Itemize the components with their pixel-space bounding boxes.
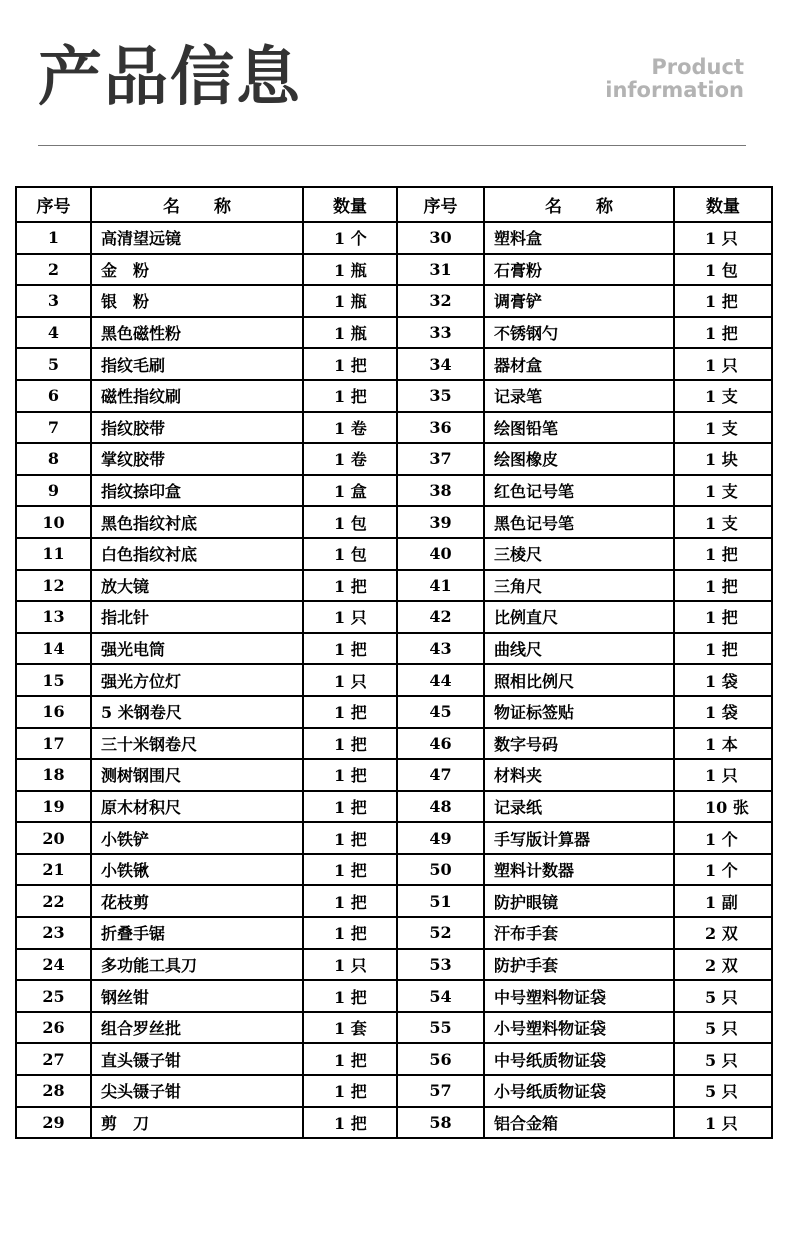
column-header-quantity: 数量	[674, 187, 772, 222]
cell-name: 小号纸质物证袋	[484, 1075, 674, 1107]
table-row	[16, 317, 772, 349]
table-row	[16, 570, 772, 602]
table-row	[16, 1043, 772, 1075]
cell-quantity: 5 只	[674, 1043, 772, 1075]
cell-quantity: 1 卷	[303, 412, 397, 444]
cell-name: 直头镊子钳	[91, 1043, 303, 1075]
cell-name: 尖头镊子钳	[91, 1075, 303, 1107]
cell-index: 39	[397, 506, 484, 538]
table-row	[16, 854, 772, 886]
cell-quantity: 1 盒	[303, 475, 397, 507]
cell-index: 33	[397, 317, 484, 349]
column-header-name: 名 称	[484, 187, 674, 222]
table-row	[16, 917, 772, 949]
cell-quantity: 5 只	[674, 1012, 772, 1044]
cell-quantity: 1 本	[674, 728, 772, 760]
cell-quantity: 2 双	[674, 949, 772, 981]
cell-quantity: 1 把	[674, 601, 772, 633]
cell-name: 记录纸	[484, 791, 674, 823]
table-row	[16, 1107, 772, 1139]
column-header-index: 序号	[397, 187, 484, 222]
cell-name: 小号塑料物证袋	[484, 1012, 674, 1044]
cell-name: 不锈钢勺	[484, 317, 674, 349]
table-row	[16, 443, 772, 475]
cell-quantity: 1 支	[674, 380, 772, 412]
cell-name: 绘图橡皮	[484, 443, 674, 475]
table-row	[16, 412, 772, 444]
table-row	[16, 285, 772, 317]
cell-index: 15	[16, 664, 91, 696]
cell-index: 42	[397, 601, 484, 633]
cell-quantity: 1 支	[674, 506, 772, 538]
cell-quantity: 1 袋	[674, 664, 772, 696]
cell-index: 20	[16, 822, 91, 854]
cell-name: 黑色磁性粉	[91, 317, 303, 349]
table-row	[16, 222, 772, 254]
cell-name: 指北针	[91, 601, 303, 633]
table-row	[16, 254, 772, 286]
cell-index: 45	[397, 696, 484, 728]
cell-quantity: 1 把	[303, 696, 397, 728]
table-row	[16, 728, 772, 760]
cell-index: 37	[397, 443, 484, 475]
cell-index: 27	[16, 1043, 91, 1075]
cell-name: 折叠手锯	[91, 917, 303, 949]
table-row	[16, 538, 772, 570]
cell-index: 8	[16, 443, 91, 475]
cell-name: 塑料计数器	[484, 854, 674, 886]
cell-index: 44	[397, 664, 484, 696]
cell-quantity: 1 个	[674, 822, 772, 854]
cell-name: 绘图铅笔	[484, 412, 674, 444]
cell-name: 花枝剪	[91, 885, 303, 917]
cell-index: 7	[16, 412, 91, 444]
cell-name: 材料夹	[484, 759, 674, 791]
table-row	[16, 822, 772, 854]
cell-quantity: 2 双	[674, 917, 772, 949]
table-row	[16, 633, 772, 665]
cell-quantity: 1 块	[674, 443, 772, 475]
cell-name: 指纹捺印盒	[91, 475, 303, 507]
subtitle-line-2: information	[605, 78, 744, 102]
cell-index: 17	[16, 728, 91, 760]
cell-index: 55	[397, 1012, 484, 1044]
cell-quantity: 1 把	[303, 854, 397, 886]
table-header-row	[16, 187, 772, 222]
cell-name: 掌纹胶带	[91, 443, 303, 475]
page-title: 产品信息	[38, 41, 302, 115]
cell-index: 31	[397, 254, 484, 286]
cell-name: 照相比例尺	[484, 664, 674, 696]
cell-index: 38	[397, 475, 484, 507]
cell-index: 10	[16, 506, 91, 538]
cell-name: 指纹胶带	[91, 412, 303, 444]
table-row	[16, 380, 772, 412]
cell-name: 组合罗丝批	[91, 1012, 303, 1044]
cell-index: 52	[397, 917, 484, 949]
cell-quantity: 1 只	[303, 664, 397, 696]
table-row	[16, 949, 772, 981]
cell-quantity: 1 把	[303, 917, 397, 949]
cell-index: 22	[16, 885, 91, 917]
cell-quantity: 1 把	[303, 1107, 397, 1139]
cell-index: 26	[16, 1012, 91, 1044]
cell-index: 56	[397, 1043, 484, 1075]
cell-quantity: 1 包	[674, 254, 772, 286]
cell-index: 40	[397, 538, 484, 570]
cell-name: 强光电筒	[91, 633, 303, 665]
cell-quantity: 5 只	[674, 980, 772, 1012]
cell-quantity: 1 把	[674, 570, 772, 602]
cell-index: 58	[397, 1107, 484, 1139]
cell-index: 48	[397, 791, 484, 823]
cell-index: 46	[397, 728, 484, 760]
cell-index: 21	[16, 854, 91, 886]
cell-quantity: 1 把	[674, 317, 772, 349]
cell-name: 银 粉	[91, 285, 303, 317]
cell-quantity: 1 副	[674, 885, 772, 917]
cell-index: 49	[397, 822, 484, 854]
cell-quantity: 1 瓶	[303, 285, 397, 317]
cell-name: 钢丝钳	[91, 980, 303, 1012]
table-row	[16, 475, 772, 507]
table-row	[16, 601, 772, 633]
cell-quantity: 1 把	[674, 633, 772, 665]
column-header-quantity: 数量	[303, 187, 397, 222]
cell-name: 防护眼镜	[484, 885, 674, 917]
cell-index: 19	[16, 791, 91, 823]
table-row	[16, 980, 772, 1012]
cell-name: 磁性指纹刷	[91, 380, 303, 412]
table-row	[16, 791, 772, 823]
cell-index: 30	[397, 222, 484, 254]
cell-quantity: 1 包	[303, 538, 397, 570]
cell-index: 14	[16, 633, 91, 665]
cell-name: 黑色指纹衬底	[91, 506, 303, 538]
cell-name: 器材盒	[484, 348, 674, 380]
table-row	[16, 696, 772, 728]
cell-name: 调膏铲	[484, 285, 674, 317]
cell-index: 41	[397, 570, 484, 602]
table-row	[16, 885, 772, 917]
cell-name: 剪 刀	[91, 1107, 303, 1139]
cell-name: 黑色记号笔	[484, 506, 674, 538]
cell-quantity: 1 把	[674, 538, 772, 570]
cell-quantity: 1 只	[674, 1107, 772, 1139]
cell-name: 5 米钢卷尺	[91, 696, 303, 728]
cell-name: 物证标签贴	[484, 696, 674, 728]
cell-quantity: 1 卷	[303, 443, 397, 475]
cell-index: 32	[397, 285, 484, 317]
cell-quantity: 1 瓶	[303, 317, 397, 349]
cell-index: 53	[397, 949, 484, 981]
cell-name: 小铁锹	[91, 854, 303, 886]
cell-quantity: 1 把	[303, 980, 397, 1012]
cell-quantity: 1 瓶	[303, 254, 397, 286]
cell-name: 三十米钢卷尺	[91, 728, 303, 760]
cell-quantity: 1 包	[303, 506, 397, 538]
cell-quantity: 1 只	[674, 348, 772, 380]
cell-quantity: 1 只	[303, 601, 397, 633]
cell-name: 红色记号笔	[484, 475, 674, 507]
cell-quantity: 1 把	[674, 285, 772, 317]
cell-quantity: 1 只	[674, 222, 772, 254]
cell-index: 4	[16, 317, 91, 349]
cell-quantity: 1 个	[674, 854, 772, 886]
column-header-index: 序号	[16, 187, 91, 222]
cell-quantity: 1 把	[303, 380, 397, 412]
cell-name: 防护手套	[484, 949, 674, 981]
cell-index: 57	[397, 1075, 484, 1107]
cell-name: 数字号码	[484, 728, 674, 760]
cell-name: 小铁铲	[91, 822, 303, 854]
header-divider	[38, 145, 746, 146]
cell-quantity: 1 把	[303, 570, 397, 602]
cell-index: 29	[16, 1107, 91, 1139]
cell-name: 曲线尺	[484, 633, 674, 665]
cell-index: 5	[16, 348, 91, 380]
cell-name: 塑料盒	[484, 222, 674, 254]
cell-quantity: 1 把	[303, 885, 397, 917]
cell-quantity: 1 把	[303, 822, 397, 854]
table-row	[16, 1012, 772, 1044]
cell-name: 金 粉	[91, 254, 303, 286]
page-subtitle	[605, 56, 744, 102]
cell-quantity: 1 把	[303, 791, 397, 823]
table-row	[16, 348, 772, 380]
cell-index: 3	[16, 285, 91, 317]
cell-name: 石膏粉	[484, 254, 674, 286]
cell-quantity: 10 张	[674, 791, 772, 823]
cell-name: 多功能工具刀	[91, 949, 303, 981]
cell-index: 6	[16, 380, 91, 412]
cell-quantity: 1 支	[674, 475, 772, 507]
cell-name: 汗布手套	[484, 917, 674, 949]
cell-index: 54	[397, 980, 484, 1012]
cell-index: 12	[16, 570, 91, 602]
cell-name: 三角尺	[484, 570, 674, 602]
cell-quantity: 1 只	[303, 949, 397, 981]
table-row	[16, 759, 772, 791]
cell-index: 34	[397, 348, 484, 380]
cell-name: 三棱尺	[484, 538, 674, 570]
cell-name: 高清望远镜	[91, 222, 303, 254]
cell-quantity: 1 套	[303, 1012, 397, 1044]
cell-quantity: 1 个	[303, 222, 397, 254]
cell-name: 中号纸质物证袋	[484, 1043, 674, 1075]
cell-name: 原木材积尺	[91, 791, 303, 823]
cell-quantity: 1 把	[303, 633, 397, 665]
cell-index: 35	[397, 380, 484, 412]
subtitle-line-1: Product	[651, 55, 744, 79]
table-row	[16, 506, 772, 538]
cell-name: 指纹毛刷	[91, 348, 303, 380]
cell-index: 50	[397, 854, 484, 886]
cell-index: 23	[16, 917, 91, 949]
cell-name: 铝合金箱	[484, 1107, 674, 1139]
cell-index: 2	[16, 254, 91, 286]
cell-index: 25	[16, 980, 91, 1012]
cell-index: 24	[16, 949, 91, 981]
cell-name: 强光方位灯	[91, 664, 303, 696]
cell-index: 13	[16, 601, 91, 633]
cell-quantity: 1 支	[674, 412, 772, 444]
cell-quantity: 1 把	[303, 1075, 397, 1107]
cell-quantity: 1 把	[303, 728, 397, 760]
column-header-name: 名 称	[91, 187, 303, 222]
cell-index: 11	[16, 538, 91, 570]
cell-index: 28	[16, 1075, 91, 1107]
cell-index: 47	[397, 759, 484, 791]
cell-name: 比例直尺	[484, 601, 674, 633]
table-row	[16, 664, 772, 696]
cell-quantity: 1 把	[303, 759, 397, 791]
cell-name: 放大镜	[91, 570, 303, 602]
cell-index: 36	[397, 412, 484, 444]
cell-index: 18	[16, 759, 91, 791]
cell-index: 43	[397, 633, 484, 665]
cell-index: 1	[16, 222, 91, 254]
cell-index: 51	[397, 885, 484, 917]
cell-name: 中号塑料物证袋	[484, 980, 674, 1012]
cell-index: 9	[16, 475, 91, 507]
cell-name: 白色指纹衬底	[91, 538, 303, 570]
table-row	[16, 1075, 772, 1107]
cell-index: 16	[16, 696, 91, 728]
cell-quantity: 5 只	[674, 1075, 772, 1107]
cell-name: 手写版计算器	[484, 822, 674, 854]
product-table	[15, 186, 773, 1139]
cell-quantity: 1 把	[303, 348, 397, 380]
cell-quantity: 1 只	[674, 759, 772, 791]
cell-name: 记录笔	[484, 380, 674, 412]
cell-quantity: 1 把	[303, 1043, 397, 1075]
cell-quantity: 1 袋	[674, 696, 772, 728]
cell-name: 测树钢围尺	[91, 759, 303, 791]
